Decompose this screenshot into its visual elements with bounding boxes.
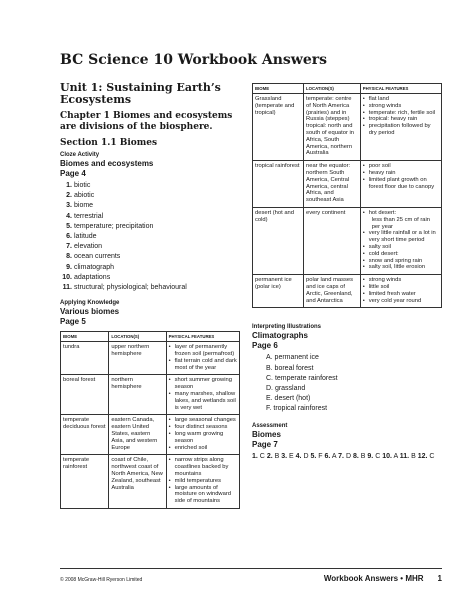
biome-cell: desert (hot and cold) [253,207,304,274]
feature-item: • four distinct seasons [169,424,237,431]
assessment-heading: Assessment [252,422,288,429]
feature-item: • narrow strips along coastlines backed by mountains [169,457,237,477]
item-text: temperature; precipitation [74,222,154,230]
interpreting-page: Page 6 [252,341,278,351]
list-item: A. permanent ice [266,354,319,362]
answer-number: 2. [266,452,273,460]
feature-item: • layer of permanently frozen soil (permafrost) [169,344,237,358]
table-header-biome: BIOME [253,84,304,94]
table-row [61,375,240,415]
list-item [60,252,240,262]
feature-item: • temperate: rich, fertile soil [363,110,439,117]
answer-number: 1. [252,452,258,460]
table-row [61,455,240,509]
feature-item: • flat land [363,96,439,103]
item-text: ocean currents [74,253,121,261]
item-number: 6. [66,233,72,241]
item-number: 11. [62,284,72,292]
table-header-features: PHYSICAL FEATURES [166,332,239,342]
biome-cell: temperate deciduous forest [61,415,109,455]
answer-number: 11. [399,452,410,460]
unit-heading: Unit 1: Sustaining Earth’s Ecosystems [60,81,221,106]
item-number: 7. [66,243,72,251]
location-cell: polar land masses and ice caps of Arctic, Greenland, and Antarctica [304,275,361,308]
applying-heading: Applying Knowledge [60,300,120,307]
item-text: elevation [74,243,103,251]
features-list [169,377,237,411]
feature-item: less than 25 cm of rain per year [371,216,431,230]
location-cell: upper northern hemisphere [109,342,166,375]
item-text: adaptations [74,273,111,281]
answer-letter: B [274,452,280,460]
features-cell [166,375,239,415]
footer-label-text: Workbook Answers • MHR [323,574,424,583]
section-heading: Section 1.1 Biomes [60,138,158,148]
item-number: 3. [66,202,72,210]
item-number: 5. [66,222,72,230]
feature-item: • strong winds [363,103,439,110]
location-cell: coast of Chile, northwest coast of North America, New Zealand, southeast Australia [109,455,166,509]
answer-number: 7. [338,452,344,460]
feature-item: • limited fresh water [363,291,439,298]
feature-item: • tropical: heavy rain [363,116,439,123]
item-text: terrestrial [74,212,104,220]
answer-number: 8. [352,452,359,460]
biome-cell: tropical rainforest [253,161,304,208]
list-item [60,263,240,273]
answer-letter: E [289,452,294,460]
features-cell [360,161,441,208]
item-number: 1. [66,182,72,189]
features-cell [360,207,441,274]
item-text: biotic [74,182,91,189]
applying-subheading: Various biomes [60,307,120,317]
list-item [60,181,240,191]
answer-number: 10. [382,452,392,460]
list-item [60,273,240,283]
page-number: 1 [437,574,442,583]
feature-item: • limited plant growth on forest floor due to canopy [363,177,439,191]
list-item: E. desert (hot) [266,395,311,403]
features-list [363,210,439,271]
answer-letter: F [318,452,323,460]
list-item [60,191,240,201]
feature-item: • snow and spring rain [363,258,439,265]
answer-number: 3. [281,452,288,460]
assessment-page: Page 7 [252,439,278,449]
answer-number: 12. [417,452,428,460]
list-item: F. tropical rainforest [266,405,328,413]
feature-item: • very cold year round [363,298,439,305]
features-cell [166,415,239,455]
feature-item: • hot desert: [363,210,439,217]
list-item [60,222,240,232]
item-text: structural; physiological; behavioural [74,284,187,292]
footer-divider [60,568,442,569]
right-column [252,83,442,462]
answer-number: 6. [324,452,331,460]
biome-cell: boreal forest [61,375,109,415]
answer-letter: B [360,452,366,460]
features-cell [360,94,441,161]
footer-copyright: © 2008 McGraw-Hill Ryerson Limited [60,577,143,583]
location-cell: every continent [304,207,361,274]
assessment-answers [252,452,442,462]
feature-item: • salty soil, little erosion [363,264,439,271]
list-item [60,232,240,242]
biomes-table-right [252,83,442,308]
location-cell: northern hemisphere [109,375,166,415]
answer-number: 5. [310,452,317,460]
features-list [169,457,237,505]
answer-letter: C [375,452,381,460]
item-text: biome [74,202,94,210]
feature-item: • flat terrain cold and dark most of the year [169,358,237,372]
feature-item: • short summer growing season [169,377,237,391]
item-number: 9. [66,263,72,271]
feature-item: • precipitation followed by dry period [363,123,439,137]
feature-item: • many marshes, shallow lakes, and wetlands soil is very wet [169,391,237,411]
location-cell: temperate: centre of North America (prairies) and in Russia (steppes) tropical: north and south of equator in Africa, South America, northern Australia [304,94,361,161]
feature-item: • mild temperatures [169,478,237,485]
answer-letter: A [331,452,337,460]
item-text: climatograph [74,263,115,271]
cloze-page: Page 4 [60,169,86,178]
item-number: 10. [62,273,72,281]
biome-cell: tundra [61,342,109,375]
item-text: latitude [74,233,97,241]
biomes-table-left [60,331,240,509]
list-item: B. boreal forest [266,364,314,372]
biome-cell: permanent ice (polar ice) [253,275,304,308]
interpreting-subheading: Climatographs [252,331,309,341]
features-cell [166,455,239,509]
interpreting-heading: Interpreting Illustrations [252,324,322,331]
feature-item: • large amounts of moisture on windward side of mountains [169,485,237,505]
table-row [61,342,240,375]
page-title: BC Science 10 Workbook Answers [60,52,327,68]
answer-letter: A [393,452,398,460]
features-cell [166,342,239,375]
footer-label [324,574,442,583]
biome-cell: temperate rainforest [61,455,109,509]
features-list [169,417,237,451]
cloze-heading: Cloze Activity [60,152,100,158]
answer-letter: B [411,452,416,460]
table-header-location: LOCATION(S) [304,84,361,94]
feature-item: • poor soil [363,163,439,170]
table-row [253,207,442,274]
feature-item: • little soil [363,284,439,291]
location-cell: near the equator: northern South America, Central America, central Africa, and southeast Asia [304,161,361,208]
answer-letter: C [259,452,265,460]
table-header-biome: BIOME [61,332,109,342]
item-number: 4. [66,212,72,220]
table-header-location: LOCATION(S) [109,332,166,342]
feature-item: • cold desert: [363,251,439,258]
features-list [363,163,439,190]
features-cell [360,275,441,308]
answer-number: 9. [367,452,374,460]
feature-item: • long warm growing season [169,431,237,445]
feature-item: • heavy rain [363,170,439,177]
feature-item: • strong winds [363,277,439,284]
climatograph-answer-list [252,353,442,414]
list-item: D. grassland [266,384,306,392]
table-row [253,161,442,208]
answer-letter: C [429,452,435,460]
features-list [363,277,439,304]
assessment-subheading: Biomes [252,429,281,439]
list-item: C. temperate rainforest [266,374,338,382]
biome-cell: Grassland (temperate and tropical) [253,94,304,161]
answer-letter: D [303,452,309,460]
chapter-heading: Chapter 1 Biomes and ecosystems are divisions of the biosphere. [60,111,233,132]
feature-item: • very little rainfall or a lot in very short time period [363,230,439,244]
table-header-features: PHYSICAL FEATURES [360,84,441,94]
answer-number: 4. [295,452,302,460]
item-text: abiotic [74,192,95,200]
answer-letter: D [345,452,352,460]
features-list [169,344,237,371]
feature-item: • salty soil [363,244,439,251]
table-row [253,94,442,161]
list-item [60,212,240,222]
location-cell: eastern Canada, eastern United States, eastern Asia, and western Europe [109,415,166,455]
applying-page: Page 5 [60,317,86,327]
cloze-answer-list [60,181,240,293]
cloze-subheading: Biomes and ecosystems [60,159,154,168]
item-number: 8. [66,253,72,261]
table-row [61,415,240,455]
item-number: 2. [66,192,72,200]
table-row [253,275,442,308]
feature-item: • enriched soil [169,445,237,452]
feature-item: • large seasonal changes [169,417,237,424]
list-item [60,283,240,293]
features-list [363,96,439,137]
list-item [60,242,240,252]
list-item [60,201,240,211]
